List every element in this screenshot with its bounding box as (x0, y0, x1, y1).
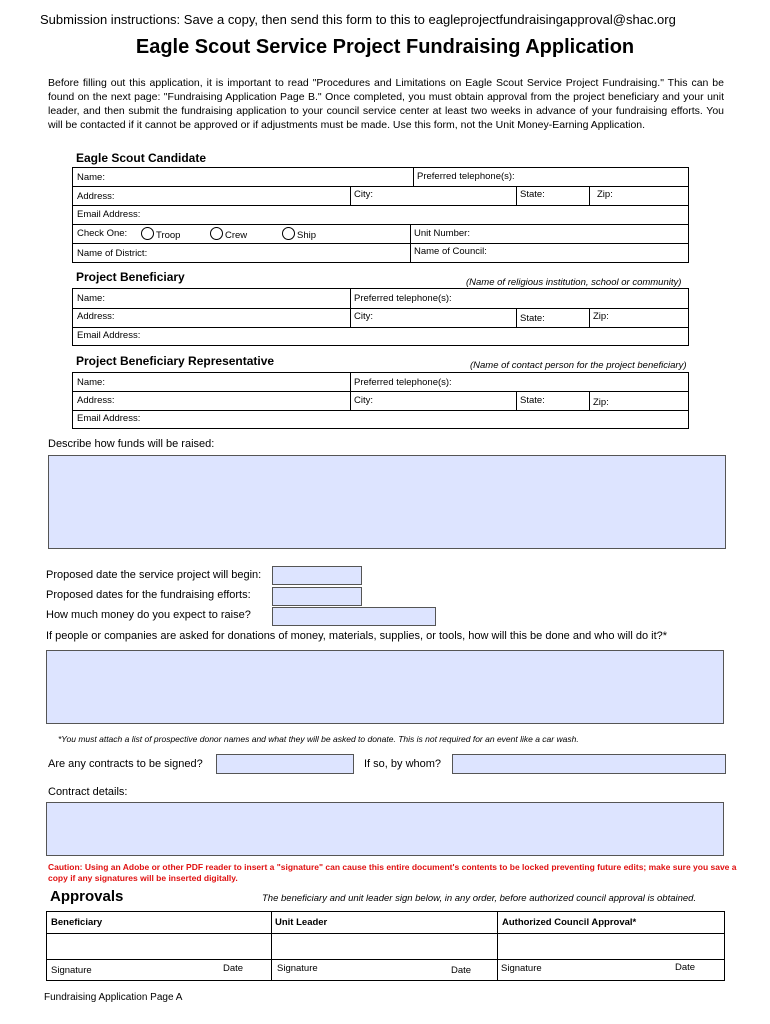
page-footer: Fundraising Application Page A (44, 992, 183, 1003)
candidate-table (72, 167, 689, 263)
caution-notice: Caution: Using an Adobe or other PDF reader to insert a "signature" can cause this entire document's contents to be locked preventing future edits; make sure you save a copy if any signatures will be inserted digitally. (48, 862, 737, 883)
candidate-state-field[interactable]: State: (520, 189, 545, 200)
representative-city-field[interactable]: City: (354, 395, 373, 406)
council-field[interactable]: Name of Council: (414, 246, 487, 257)
representative-name-field[interactable]: Name: (77, 377, 105, 388)
submission-instructions: Submission instructions: Save a copy, then send this form to this to eagleprojectfundraisingapproval@shac.org (40, 12, 676, 27)
describe-funds-label: Describe how funds will be raised: (48, 438, 215, 450)
representative-zip-field[interactable]: Zip: (593, 397, 609, 408)
representative-state-field[interactable]: State: (520, 395, 545, 406)
candidate-email-field[interactable]: Email Address: (77, 209, 141, 220)
crew-radio[interactable] (210, 227, 223, 240)
beneficiary-note: (Name of religious institution, school or community) (466, 277, 682, 288)
beneficiary-name-field[interactable]: Name: (77, 293, 105, 304)
candidate-phone-field[interactable]: Preferred telephone(s): (417, 171, 515, 182)
ship-option[interactable] (282, 227, 316, 241)
representative-email-field[interactable]: Email Address: (77, 413, 141, 424)
donor-footnote: *You must attach a list of prospective donor names and what they will be asked to donate. This is not required for an event like a car wash. (58, 734, 579, 744)
council-date-field[interactable]: Date (675, 962, 696, 973)
ship-radio[interactable] (282, 227, 295, 240)
council-signature-field[interactable]: Signature (501, 963, 542, 974)
candidate-address-field[interactable]: Address: (77, 191, 115, 202)
representative-heading: Project Beneficiary Representative (76, 354, 275, 368)
candidate-city-field[interactable]: City: (354, 189, 373, 200)
beneficiary-date-field[interactable]: Date (223, 963, 244, 974)
fundraising-dates-label: Proposed dates for the fundraising efforts: (46, 589, 251, 601)
intro-paragraph: Before filling out this application, it is important to read "Procedures and Limitations on Eagle Scout Service Project Fundraising." This can be found on the next page: "Fundraising Application Page B." Once completed, you must obtain approval from the project beneficiary and your unit leader, and then submit the fundraising application to your council service center at least two weeks in advance of your fundraising efforts. You will be contacted if it cannot be approved or if adjustments must be made. Use this form, not the Unit Money-Earning Application. (48, 77, 724, 131)
district-field[interactable]: Name of District: (77, 248, 148, 259)
representative-table (72, 372, 689, 429)
crew-option[interactable] (210, 227, 247, 241)
troop-option[interactable] (141, 227, 180, 241)
representative-note: (Name of contact person for the project beneficiary) (470, 360, 687, 371)
council-approval-header: Authorized Council Approval* (502, 917, 637, 928)
describe-funds-input[interactable] (48, 455, 726, 549)
unit-leader-date-field[interactable]: Date (451, 965, 472, 976)
beneficiary-address-field[interactable]: Address: (77, 311, 115, 322)
ship-label: Ship (297, 230, 317, 241)
candidate-zip-field[interactable]: Zip: (597, 189, 613, 200)
project-begin-label: Proposed date the service project will begin: (46, 569, 262, 581)
beneficiary-state-field[interactable]: State: (520, 313, 545, 324)
donations-input[interactable] (46, 650, 724, 724)
representative-phone-field[interactable]: Preferred telephone(s): (354, 377, 452, 388)
approvals-heading: Approvals (50, 888, 124, 905)
contracts-label: Are any contracts to be signed? (48, 758, 203, 770)
beneficiary-email-field[interactable]: Email Address: (77, 330, 141, 341)
beneficiary-table (72, 288, 689, 346)
contract-details-label: Contract details: (48, 786, 128, 798)
page-title: Eagle Scout Service Project Fundraising Application (135, 36, 635, 58)
amount-input[interactable] (272, 607, 436, 626)
by-whom-label: If so, by whom? (364, 758, 442, 770)
check-one-label: Check One: (77, 228, 128, 239)
beneficiary-zip-field[interactable]: Zip: (593, 311, 609, 322)
beneficiary-approval-header: Beneficiary (51, 917, 103, 928)
donations-label: If people or companies are asked for donations of money, materials, supplies, or tools, how will this be done and who will do it?* (46, 630, 668, 642)
candidate-name-field[interactable]: Name: (77, 172, 105, 183)
candidate-heading: Eagle Scout Candidate (76, 151, 207, 165)
beneficiary-city-field[interactable]: City: (354, 311, 373, 322)
approvals-table (46, 911, 725, 981)
contract-details-input[interactable] (46, 802, 724, 856)
troop-label: Troop (156, 230, 181, 241)
unit-leader-signature-field[interactable]: Signature (277, 963, 318, 974)
unit-leader-approval-header: Unit Leader (275, 917, 328, 928)
by-whom-input[interactable] (452, 754, 726, 774)
project-begin-input[interactable] (272, 566, 362, 585)
contracts-input[interactable] (216, 754, 354, 774)
troop-radio[interactable] (141, 227, 154, 240)
amount-label: How much money do you expect to raise? (46, 609, 251, 621)
unit-number-field[interactable]: Unit Number: (414, 228, 470, 239)
beneficiary-heading: Project Beneficiary (76, 270, 185, 284)
beneficiary-phone-field[interactable]: Preferred telephone(s): (354, 293, 452, 304)
representative-address-field[interactable]: Address: (77, 395, 115, 406)
approvals-note: The beneficiary and unit leader sign below, in any order, before authorized council approval is obtained. (262, 893, 697, 904)
crew-label: Crew (225, 230, 248, 241)
beneficiary-signature-field[interactable]: Signature (51, 965, 92, 976)
fundraising-dates-input[interactable] (272, 587, 362, 606)
